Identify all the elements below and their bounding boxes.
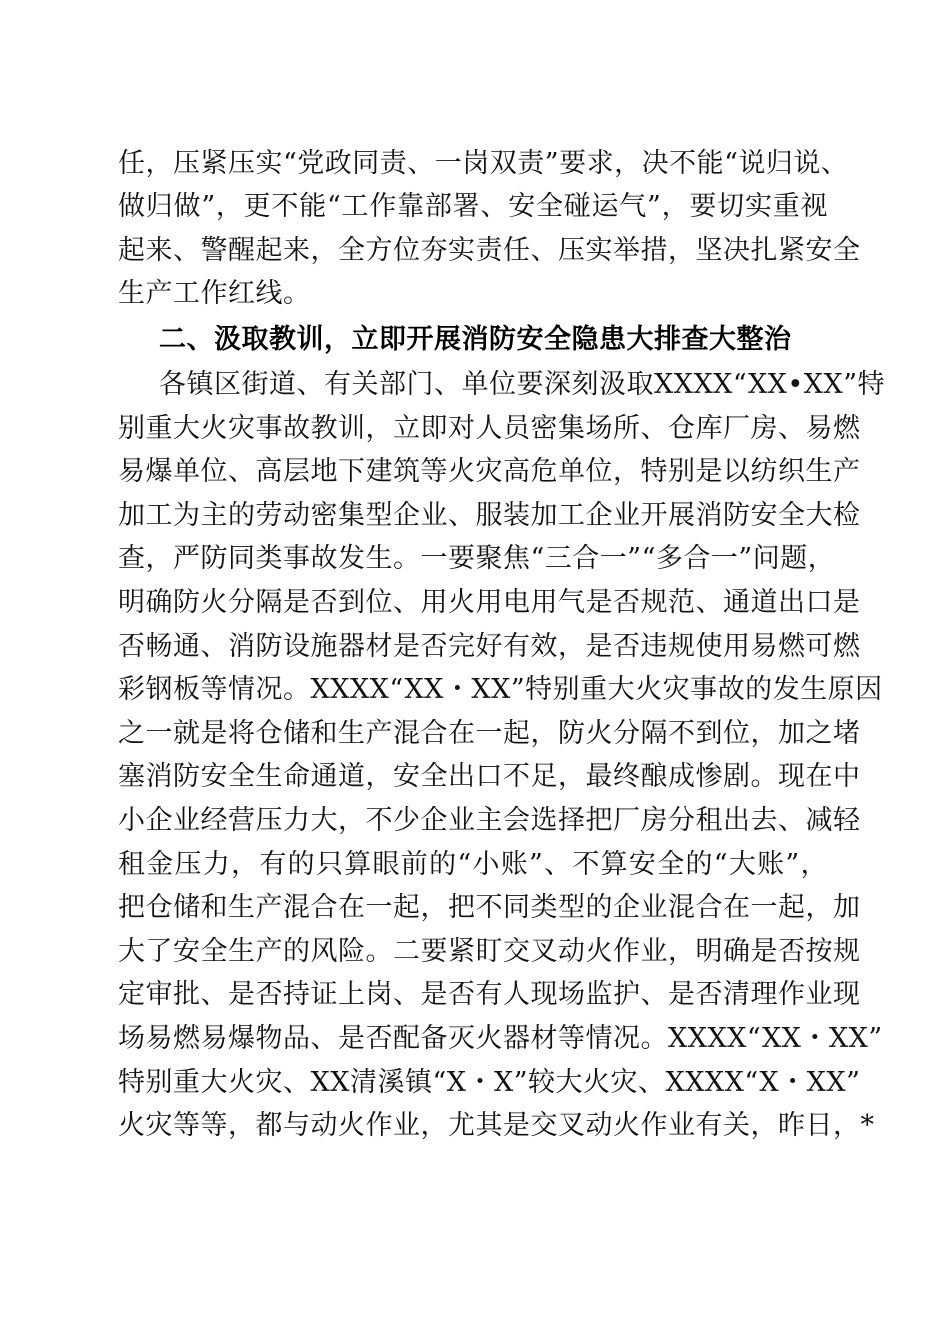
paragraph-2-line-12: 租金压力，有的只算眼前的“小账”、不算安全的“大账”， [118, 849, 828, 880]
section-heading: 二、汲取教训，立即开展消防安全隐患大排查大整治 [159, 324, 792, 355]
paragraph-2-line-13: 把仓储和生产混合在一起，把不同类型的企业混合在一起，加 [118, 892, 861, 923]
paragraph-2-line-9: 之一就是将仓储和生产混合在一起，防火分隔不到位，加之堵 [118, 718, 861, 749]
paragraph-1-line-1: 任，压紧压实“党政同责、一岗双责”要求，决不能“说归说、 [118, 148, 849, 179]
paragraph-1-line-3: 起来、警醒起来，全方位夯实责任、压实举措，坚决扎紧安全 [118, 235, 861, 266]
paragraph-2-line-10: 塞消防安全生命通道，安全出口不足，最终酿成惨剧。现在中 [118, 761, 861, 792]
paragraph-2-line-7: 否畅通、消防设施器材是否完好有效，是否违规使用易燃可燃 [118, 631, 861, 662]
paragraph-2-line-14: 大了安全生产的风险。二要紧盯交叉动火作业，明确是否按规 [118, 936, 861, 967]
paragraph-2-line-6: 明确防火分隔是否到位、用火用电用气是否规范、通道出口是 [118, 587, 861, 618]
paragraph-2-line-3: 易爆单位、高层地下建筑等火灾高危单位，特别是以纺织生产 [118, 456, 861, 487]
paragraph-2-line-1: 各镇区街道、有关部门、单位要深刻汲取XXXX“XX•XX”特 [159, 369, 886, 400]
paragraph-1-line-2: 做归做”，更不能“工作靠部署、安全碰运气”，要切实重视 [118, 191, 828, 222]
paragraph-2-line-15: 定审批、是否持证上岗、是否有人现场监护、是否清理作业现 [118, 979, 861, 1010]
paragraph-2-line-8: 彩钢板等情况。XXXX“XX・XX”特别重大火灾事故的发生原因 [118, 674, 883, 705]
paragraph-2-line-2: 别重大火灾事故教训，立即对人员密集场所、仓库厂房、易燃 [118, 413, 861, 444]
paragraph-2-line-4: 加工为主的劳动密集型企业、服装加工企业开展消防安全大检 [118, 500, 861, 531]
paragraph-2-line-5: 查，严防同类事故发生。一要聚焦“三合一”“多合一”问题， [118, 543, 836, 574]
paragraph-2-line-17: 特别重大火灾、XX清溪镇“X・X”较大火灾、XXXX“X・XX” [118, 1067, 861, 1098]
paragraph-2-line-16: 场易燃易爆物品、是否配备灭火器材等情况。XXXX“XX・XX” [118, 1023, 883, 1054]
paragraph-2-line-18: 火灾等等，都与动火作业，尤其是交叉动火作业有关，昨日，* [118, 1110, 875, 1141]
paragraph-2-line-11: 小企业经营压力大，不少企业主会选择把厂房分租出去、减轻 [118, 805, 861, 836]
paragraph-1-line-4: 生产工作红线。 [118, 278, 311, 309]
